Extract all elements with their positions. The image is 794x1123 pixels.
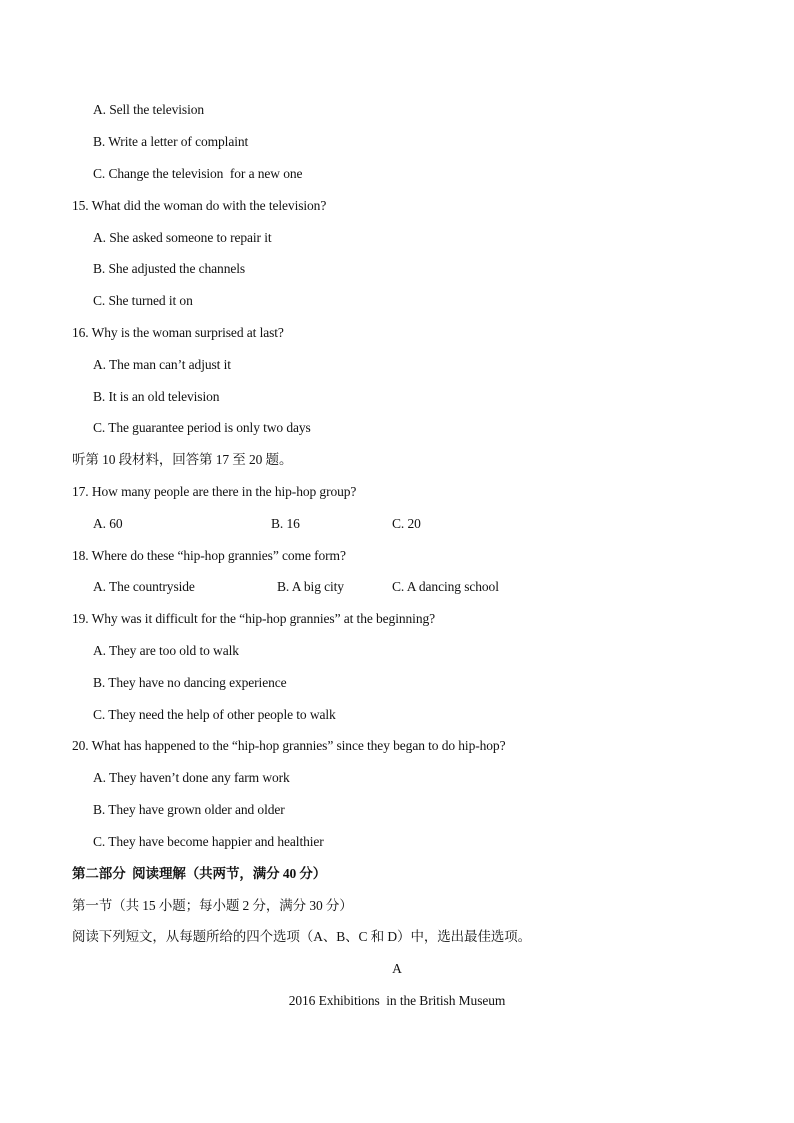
q17-option-c: C. 20	[392, 516, 421, 531]
passage-title: 2016 Exhibitions in the British Museum	[288, 993, 506, 1008]
part2-heading: 第二部分 阅读理解（共两节，满分 40 分）	[72, 866, 327, 881]
q19-question: 19. Why was it difficult for the “hip-hop grannies” at the beginning?	[72, 611, 436, 626]
part2-section1: 第一节（共 15 小题；每小题 2 分，满分 30 分）	[72, 898, 353, 913]
part2-instruction: 阅读下列短文，从每题所给的四个选项（A、B、C 和 D）中，选出最佳选项。	[72, 929, 532, 944]
q16-option-b: B. It is an old television	[93, 389, 220, 404]
q20-question: 20. What has happened to the “hip-hop grannies” since they began to do hip-hop?	[72, 738, 506, 753]
q15-option-a: A. She asked someone to repair it	[93, 230, 272, 245]
q20-option-c: C. They have become happier and healthier	[93, 834, 324, 849]
q17-question: 17. How many people are there in the hip-hop group?	[72, 484, 357, 499]
q17-option-a: A. 60	[93, 516, 123, 531]
section-instruction: 听第 10 段材料，回答第 17 至 20 题。	[72, 452, 293, 467]
q17-option-b: B. 16	[271, 516, 300, 531]
q19-option-c: C. They need the help of other people to walk	[93, 707, 336, 722]
q14-option-c: C. Change the television for a new one	[93, 166, 303, 181]
passage-letter: A	[392, 961, 402, 976]
q20-option-b: B. They have grown older and older	[93, 802, 285, 817]
q15-option-b: B. She adjusted the channels	[93, 261, 246, 276]
q18-question: 18. Where do these “hip-hop grannies” come form?	[72, 548, 346, 563]
q14-option-a: A. Sell the television	[93, 102, 205, 117]
q19-option-b: B. They have no dancing experience	[93, 675, 287, 690]
q20-option-a: A. They haven’t done any farm work	[93, 770, 290, 785]
q16-option-c: C. The guarantee period is only two days	[93, 420, 311, 435]
q18-option-a: A. The countryside	[93, 579, 195, 594]
q18-option-b: B. A big city	[277, 579, 344, 594]
q16-question: 16. Why is the woman surprised at last?	[72, 325, 284, 340]
q18-option-c: C. A dancing school	[392, 579, 499, 594]
q15-option-c: C. She turned it on	[93, 293, 193, 308]
q16-option-a: A. The man can’t adjust it	[93, 357, 231, 372]
q14-option-b: B. Write a letter of complaint	[93, 134, 249, 149]
q15-question: 15. What did the woman do with the television?	[72, 198, 327, 213]
q19-option-a: A. They are too old to walk	[93, 643, 239, 658]
